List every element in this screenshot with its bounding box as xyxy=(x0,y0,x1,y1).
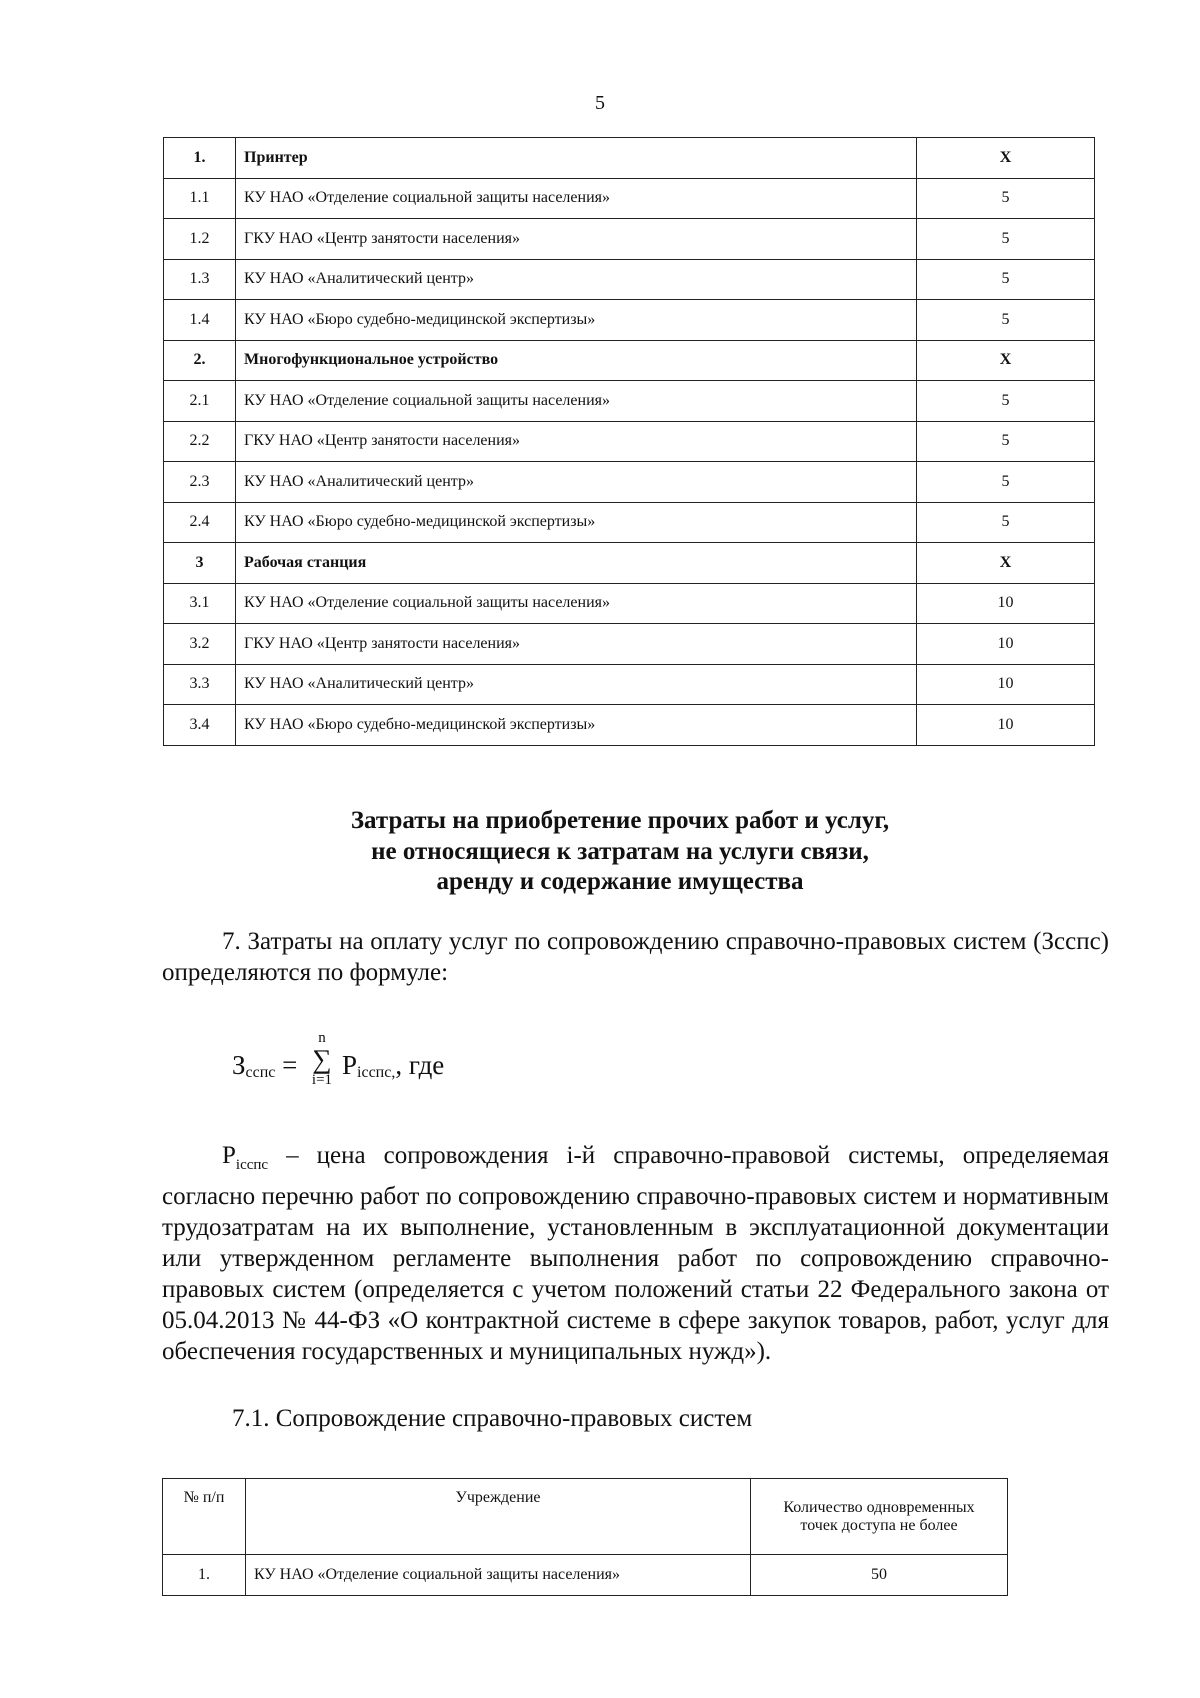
table-row xyxy=(164,340,1095,381)
row-institution: КУ НАО «Отделение социальной защиты населения» xyxy=(246,1555,751,1596)
row-num: 2. xyxy=(164,340,236,381)
table-row xyxy=(164,705,1095,746)
row-name: ГКУ НАО «Центр занятости населения» xyxy=(236,421,917,462)
table-row xyxy=(164,421,1095,462)
row-value: 5 xyxy=(917,381,1095,422)
table-row xyxy=(164,381,1095,422)
section-heading-line: аренду и содержание имущества xyxy=(436,868,804,895)
section-heading-line: не относящиеся к затратам на услуги связи, xyxy=(371,837,869,865)
row-name: КУ НАО «Бюро судебно-медицинской экспертизы» xyxy=(236,705,917,746)
row-value: 10 xyxy=(917,624,1095,665)
header-access-line: точек доступа не более xyxy=(800,1516,958,1534)
table-row xyxy=(164,624,1095,665)
row-num: 1.3 xyxy=(164,259,236,300)
row-value: 5 xyxy=(917,462,1095,503)
table-row xyxy=(164,502,1095,543)
row-num: 1. xyxy=(163,1555,246,1596)
definition-term-subscript: iсспс xyxy=(235,1157,269,1173)
definition-text: – цена сопровождения i-й справочно-правовой системы, определяемая согласно перечню работ по сопровождению справочно-правовых систем и нормативным трудозатратам на их выполнение, установленным в эксплуатационной документации или утвержденном регламенте выполнения работ по сопровождению справочно-правовых систем (определяется с учетом положений статьи 22 Федерального закона от 05.04.2013 № 44-ФЗ «О контрактной системе в сфере закупок товаров, работ, услуг для обеспечения государственных и муниципальных нужд»). xyxy=(162,1142,1109,1365)
row-name: Рабочая станция xyxy=(236,543,917,584)
row-num: 2.3 xyxy=(164,462,236,503)
table-row xyxy=(164,138,1095,179)
table-row xyxy=(164,300,1095,341)
table-row xyxy=(164,219,1095,260)
row-num: 2.1 xyxy=(164,381,236,422)
row-num: 3.3 xyxy=(164,664,236,705)
row-value: 5 xyxy=(917,178,1095,219)
row-value: 5 xyxy=(917,421,1095,462)
formula-rhs xyxy=(342,1050,444,1082)
row-name: КУ НАО «Бюро судебно-медицинской экспертизы» xyxy=(236,300,917,341)
row-value: 5 xyxy=(917,300,1095,341)
row-num: 1.1 xyxy=(164,178,236,219)
paragraph-definition xyxy=(162,1140,1109,1367)
row-name: КУ НАО «Аналитический центр» xyxy=(236,259,917,300)
equipment-quota-table xyxy=(163,137,1095,746)
paragraph-7: 7. Затраты на оплату услуг по сопровождению справочно-правовых систем (Зсспс) определяются по формуле: xyxy=(162,928,1109,986)
row-value: X xyxy=(917,138,1095,179)
header-num: № п/п xyxy=(163,1479,246,1555)
formula-summation xyxy=(304,1030,340,1088)
header-access-points xyxy=(751,1479,1008,1555)
formula-suffix: , где xyxy=(395,1050,445,1080)
header-institution: Учреждение xyxy=(246,1479,751,1555)
row-value: X xyxy=(917,340,1095,381)
row-num: 1.4 xyxy=(164,300,236,341)
row-num: 1. xyxy=(164,138,236,179)
row-name: ГКУ НАО «Центр занятости населения» xyxy=(236,624,917,665)
page-number: 5 xyxy=(595,92,605,114)
row-num: 3 xyxy=(164,543,236,584)
row-name: КУ НАО «Аналитический центр» xyxy=(236,664,917,705)
row-num: 3.2 xyxy=(164,624,236,665)
row-name: Многофункциональное устройство xyxy=(236,340,917,381)
row-value: 10 xyxy=(917,705,1095,746)
row-num: 3.4 xyxy=(164,705,236,746)
sum-lower-limit: i=1 xyxy=(311,1072,333,1088)
table-row xyxy=(164,462,1095,503)
formula-rhs-subscript: iсспс, xyxy=(357,1064,396,1081)
section-heading-line: Затраты на приобретение прочих работ и услуг, xyxy=(350,807,890,834)
table-row xyxy=(164,178,1095,219)
formula-lhs xyxy=(232,1050,297,1082)
formula-equals: = xyxy=(282,1050,298,1080)
row-num: 3.1 xyxy=(164,583,236,624)
sum-sign: ∑ xyxy=(312,1044,332,1074)
row-value: 10 xyxy=(917,583,1095,624)
row-name: КУ НАО «Отделение социальной защиты населения» xyxy=(236,583,917,624)
row-num: 2.4 xyxy=(164,502,236,543)
definition-term: P xyxy=(222,1142,236,1169)
row-num: 1.2 xyxy=(164,219,236,260)
table-row xyxy=(164,664,1095,705)
row-num: 2.2 xyxy=(164,421,236,462)
legal-systems-table xyxy=(162,1478,1008,1596)
row-value: 5 xyxy=(917,219,1095,260)
row-name: ГКУ НАО «Центр занятости населения» xyxy=(236,219,917,260)
table-row xyxy=(163,1555,1008,1596)
row-value: X xyxy=(917,543,1095,584)
row-value: 10 xyxy=(917,664,1095,705)
sum-upper-limit: n xyxy=(318,1030,326,1046)
formula-lhs-symbol: З xyxy=(232,1050,246,1080)
row-name: КУ НАО «Отделение социальной защиты населения» xyxy=(236,178,917,219)
header-access-line: Количество одновременных xyxy=(783,1498,975,1516)
row-value: 5 xyxy=(917,502,1095,543)
row-value: 5 xyxy=(917,259,1095,300)
table-header-row xyxy=(163,1479,1008,1555)
row-name: КУ НАО «Отделение социальной защиты населения» xyxy=(236,381,917,422)
row-value: 50 xyxy=(751,1555,1008,1596)
formula-lhs-subscript: сспс xyxy=(245,1064,276,1081)
table-row xyxy=(164,259,1095,300)
table-row xyxy=(164,583,1095,624)
row-name: КУ НАО «Бюро судебно-медицинской экспертизы» xyxy=(236,502,917,543)
subsection-title: 7.1. Сопровождение справочно-правовых систем xyxy=(232,1405,753,1432)
section-heading xyxy=(0,806,1200,898)
row-name: Принтер xyxy=(236,138,917,179)
table-row xyxy=(164,543,1095,584)
row-name: КУ НАО «Аналитический центр» xyxy=(236,462,917,503)
formula-rhs-symbol: P xyxy=(342,1050,358,1080)
